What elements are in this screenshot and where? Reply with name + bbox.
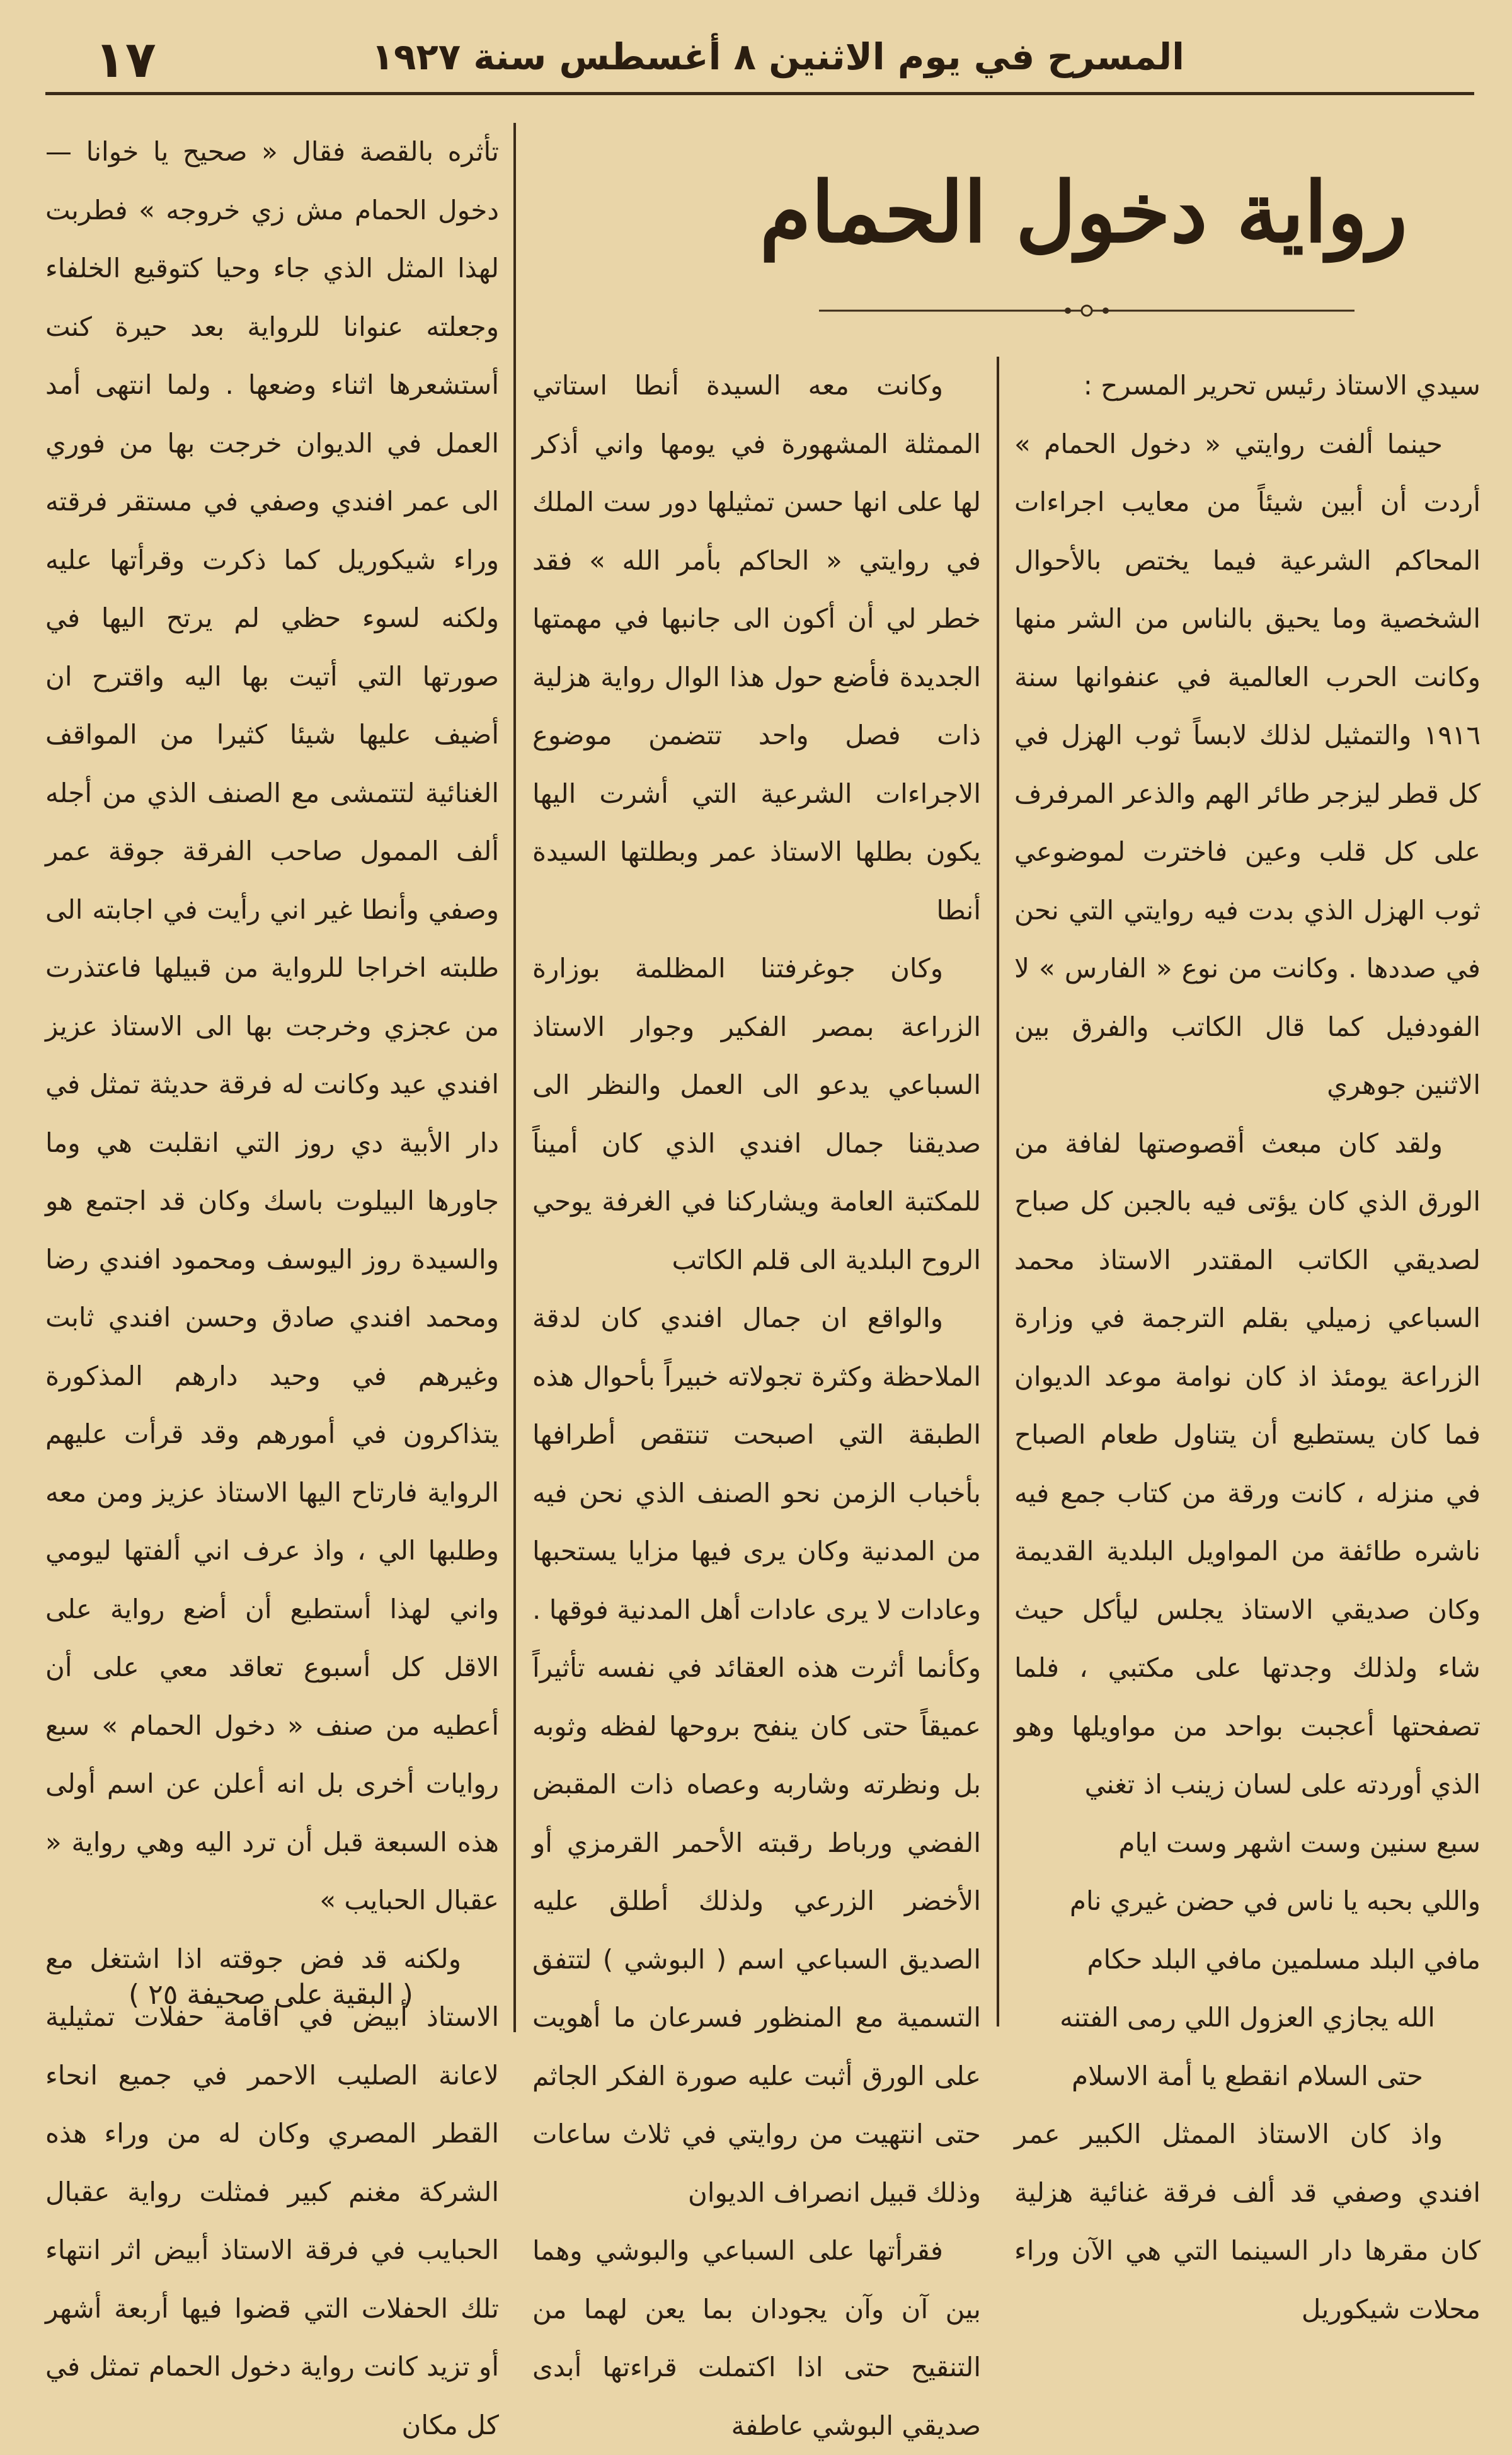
paragraph: ولقد كان مبعث أقصوصتها لفافة من الورق الذي كان يؤتى فيه بالجبن كل صباح لصديقي الكاتب المقتدر الاستاذ محمد السباعي زميلي بقلم الترجمة في وزارة الزراعة يومئذ اذ كان نوامة موعد الديوان فما كان يستطيع أن يتناول طعام الصباح في منزله ، كانت ورقة من كتاب جمع فيه ناشره طائفة من المواويل البلدية القديمة وكان صديقي الاستاذ يجلس ليأكل حيث شاء ولذلك وجدتها على مكتبي ، فلما تصفحتها أعجبت بواحد من مواويلها وهو الذي أوردته على لسان زينب اذ تغني [1014,1127,1480,1800]
column-divider-left [513,123,516,2032]
verse-line: الله يجازي العزول اللي رمى الفتنه [1060,2002,1435,2033]
running-head: المسرح في يوم الاثنين ٨ أغسطس سنة ١٩٢٧ [371,35,1184,78]
header-rule [45,92,1474,95]
paragraph: والواقع ان جمال افندي كان لدقة الملاحظة وكثرة تجولاته خبيراً بأحوال هذه الطبقة التي اصبحت تنتقص أطرافها بأخباب الزمن نحو الصنف الذي نحن فيه من المدنية وكان يرى فيها مزايا يستحبها وعادات لا يرى عادات أهل المدنية فوقها . وكأنما أثرت هذه العقائد في نفسه تأثيراً عميقاً حتى كان ينفح بروحها لفظه وثوبه بل ونظرته وشاربه وعصاه ذات المقبض الفضي ورباط رقبته الأحمر القرمزي أو الأخضر الزرعي ولذلك أطلق عليه الصديق السباعي اسم ( البوشي ) لتتفق التسمية مع المنظور فسرعان ما أهويت على الورق أثبت عليه صورة الفكر الجاثم حتى انتهيت من روايتي في ثلاث ساعات وذلك قبيل انصراف الديوان [532,1302,981,2208]
verse-line: مافي البلد مسلمين مافي البلد حكام [1087,1943,1480,1975]
page-number: ١٧ [94,30,156,89]
verse-line: حتى السلام انقطع يا أمة الاسلام [1072,2060,1423,2091]
paragraph: فقرأتها على السباعي والبوشي وهما بين آن وآن يجودان بما يعن لهما من التنقيح حتى اذا اكتملت قراءتها أبدى صديقي البوشي عاطفة [532,2235,981,2441]
verse-line: سبع سنين وست اشهر وست ايام [1118,1827,1480,1858]
article-column-right [1014,357,1480,2325]
paragraph: تأثره بالقصة فقال « صحيح يا خوانا — دخول الحمام مش زي خروجه » فطربت لهذا المثل الذي جاء وحيا كتوقيع الخلفاء وجعلته عنوانا للرواية بعد حيرة كنت أستشعرها اثناء وضعها . ولما انتهى أمد العمل في الديوان خرجت بها من فوري الى عمر افندي وصفي في مستقر فرقته وراء شيكوريل كما ذكرت وقرأتها عليه ولكنه لسوء حظي لم يرتح اليها في صورتها التي أتيت بها اليه واقترح ان أضيف عليها شيئا كثيرا من المواقف الغنائية لتتمشى مع الصنف الذي من أجله ألف الممول صاحب الفرقة جوقة عمر وصفي وأنطا غير اني رأيت في اجابته الى طلبته اخراجا للرواية من قبيلها فاعتذرت من عجزي وخرجت بها الى الاستاذ عزيز افندي عيد وكانت له فرقة حديثة تمثل في دار الأبية دي روز التي انقلبت هي وما جاورها البيلوت باسك وكان قد اجتمع هو والسيدة روز اليوسف ومحمود افندي رضا ومحمد افندي صادق وحسن افندي ثابت وغيرهم في وحيد دارهم المذكورة يتذاكرون في أمورهم وقد قرأت عليهم الرواية فارتاح اليها الاستاذ عزيز ومن معه وطلبها الي ، واذ عرف اني ألفتها ليومي واني لهذا أستطيع أن أضع رواية على الاقل كل أسبوع تعاقد معي على أن أعطيه من صنف « دخول الحمام » سبع روايات أخرى بل انه أعلن عن اسم أولى هذه السبعة قبل أن ترد اليه وهي رواية « عقبال الحبايب » [45,136,499,1916]
article-title: رواية دخول الحمام [759,164,1408,262]
continued-notice: ( البقية على صحيفة ٢٥ ) [129,1979,413,2011]
paragraph: ولكنه قد فض جوقته اذا اشتغل مع الاستاذ أبيض في اقامة حفلات تمثيلية لاعانة الصليب الاحمر في جميع انحاء القطر المصري وكان له من وراء هذه الشركة مغنم كبير فمثلت رواية عقبال الحبايب في فرقة الاستاذ أبيض اثر انتهاء تلك الحفلات التي قضوا فيها أربعة أشهر أو تزيد كانت رواية دخول الحمام تمثل في كل مكان [45,1943,499,2441]
title-ornament-divider [819,301,1354,320]
column-divider-right [997,357,999,2027]
paragraph: حينما ألفت روايتي « دخول الحمام » أردت أن أبين شيئاً من معايب اجراءات المحاكم الشرعية فيما يختص بالأحوال الشخصية وما يحيق بالناس من الشر منها وكانت الحرب العالمية في عنفوانها سنة ١٩١٦ والتمثيل لذلك لابساً ثوب الهزل في كل قطر ليزجر طائر الهم والذعر المرفرف على كل قلب وعين فاخترت لموضوعي ثوب الهزل الذي بدت فيه روايتي التي نحن في صددها . وكانت من نوع « الفارس » لا الفودفيل كما قال الكاتب والفرق بين الاثنين جوهري [1014,428,1480,1100]
paragraph: واذ كان الاستاذ الممثل الكبير عمر افندي وصفي قد ألف فرقة غنائية هزلية كان مقرها دار السينما التي هي الآن وراء محلات شيكوريل [1014,2119,1480,2325]
verse-line: واللي بحبه يا ناس في حضن غيري نام [1070,1885,1480,1916]
paragraph: وكان جوغرفتنا المظلمة بوزارة الزراعة بمصر الفكير وجوار الاستاذ السباعي يدعو الى العمل والنظر الى صديقنا جمال افندي الذي كان أميناً للمكتبة العامة ويشاركنا في الغرفة يوحي الروح البلدية الى قلم الكاتب [532,953,981,1275]
article-column-middle [532,357,981,2441]
paragraph: وكانت معه السيدة أنطا استاتي الممثلة المشهورة في يومها واني أذكر لها على انها حسن تمثيلها دور ست الملك في روايتي « الحاكم بأمر الله » فقد خطر لي أن أكون الى جانبها في مهمتها الجديدة فأضع حول هذا الوال رواية هزلية ذات فصل واحد تتضمن موضوع الاجراءات الشرعية التي أشرت اليها يكون بطلها الاستاذ عمر وبطلتها السيدة أنطا [532,370,981,926]
salutation: سيدي الاستاذ رئيس تحرير المسرح : [1083,370,1480,401]
